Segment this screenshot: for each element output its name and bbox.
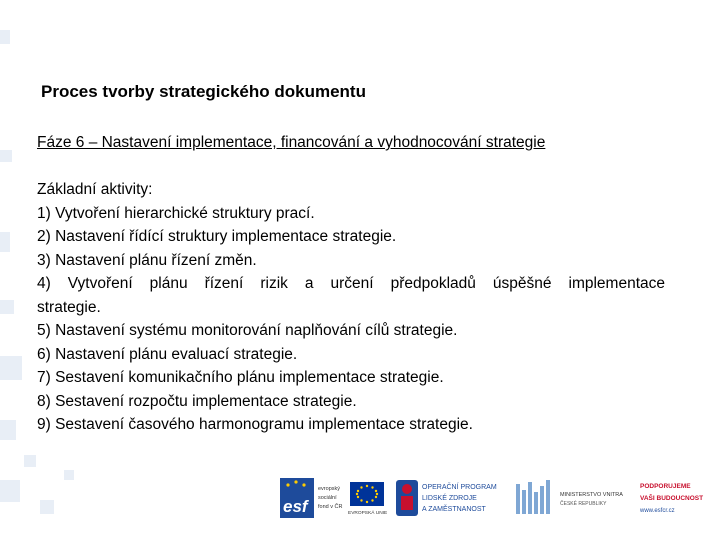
activities-heading: Základní aktivity: [37, 181, 153, 198]
activity-item: 4) Vytvoření plánu řízení rizik a určení předpokladů úspěšné implementace [37, 275, 665, 292]
ministry-text-1: MINISTERSTVO VNITRA [560, 492, 623, 498]
eu-text: EVROPSKÁ UNIE [348, 511, 388, 516]
esf-mark: esf [283, 497, 308, 516]
esf-text-3: fond v ČR [318, 504, 343, 510]
logo-strip [278, 476, 718, 522]
op-text-3: A ZAMĚSTNANOST [422, 506, 486, 513]
activity-item: 3) Nastavení plánu řízení změn. [37, 251, 257, 269]
activity-item: 7) Sestavení komunikačního plánu implementace strategie. [37, 369, 444, 386]
ministry-logo [516, 480, 623, 514]
esf-text-2: sociální [318, 495, 337, 501]
esf-text-1: evropský [318, 486, 341, 492]
support-text-1: PODPORUJEME [640, 483, 691, 490]
activity-item: 9) Sestavení časového harmonogramu implementace strategie. [37, 416, 473, 433]
activity-item-continuation: strategie. [37, 298, 101, 316]
activities-block [37, 178, 665, 437]
ministry-text-2: ČESKÉ REPUBLIKY [560, 501, 607, 507]
support-logo [639, 483, 703, 514]
activity-item: 5) Nastavení systému monitorování naplňování cílů strategie. [37, 322, 458, 339]
op-logo [396, 480, 497, 516]
support-url: www.esfcr.cz [640, 508, 675, 514]
op-text-1: OPERAČNÍ PROGRAM [422, 484, 497, 491]
activity-item: 1) Vytvoření hierarchické struktury prací. [37, 204, 315, 222]
phase-heading: Fáze 6 – Nastavení implementace, financování a vyhodnocování strategie [37, 134, 546, 151]
activity-item: 6) Nastavení plánu evaluací strategie. [37, 345, 298, 363]
activity-item: 2) Nastavení řídící struktury implementace strategie. [37, 228, 397, 245]
page-title: Proces tvorby strategického dokumentu [41, 82, 366, 101]
esf-logo [280, 478, 342, 518]
op-text-2: LIDSKÉ ZDROJE [422, 495, 477, 502]
eu-logo [348, 482, 387, 516]
activity-item: 8) Sestavení rozpočtu implementace strategie. [37, 392, 357, 410]
support-text-2: VAŠI BUDOUCNOST [640, 495, 704, 502]
